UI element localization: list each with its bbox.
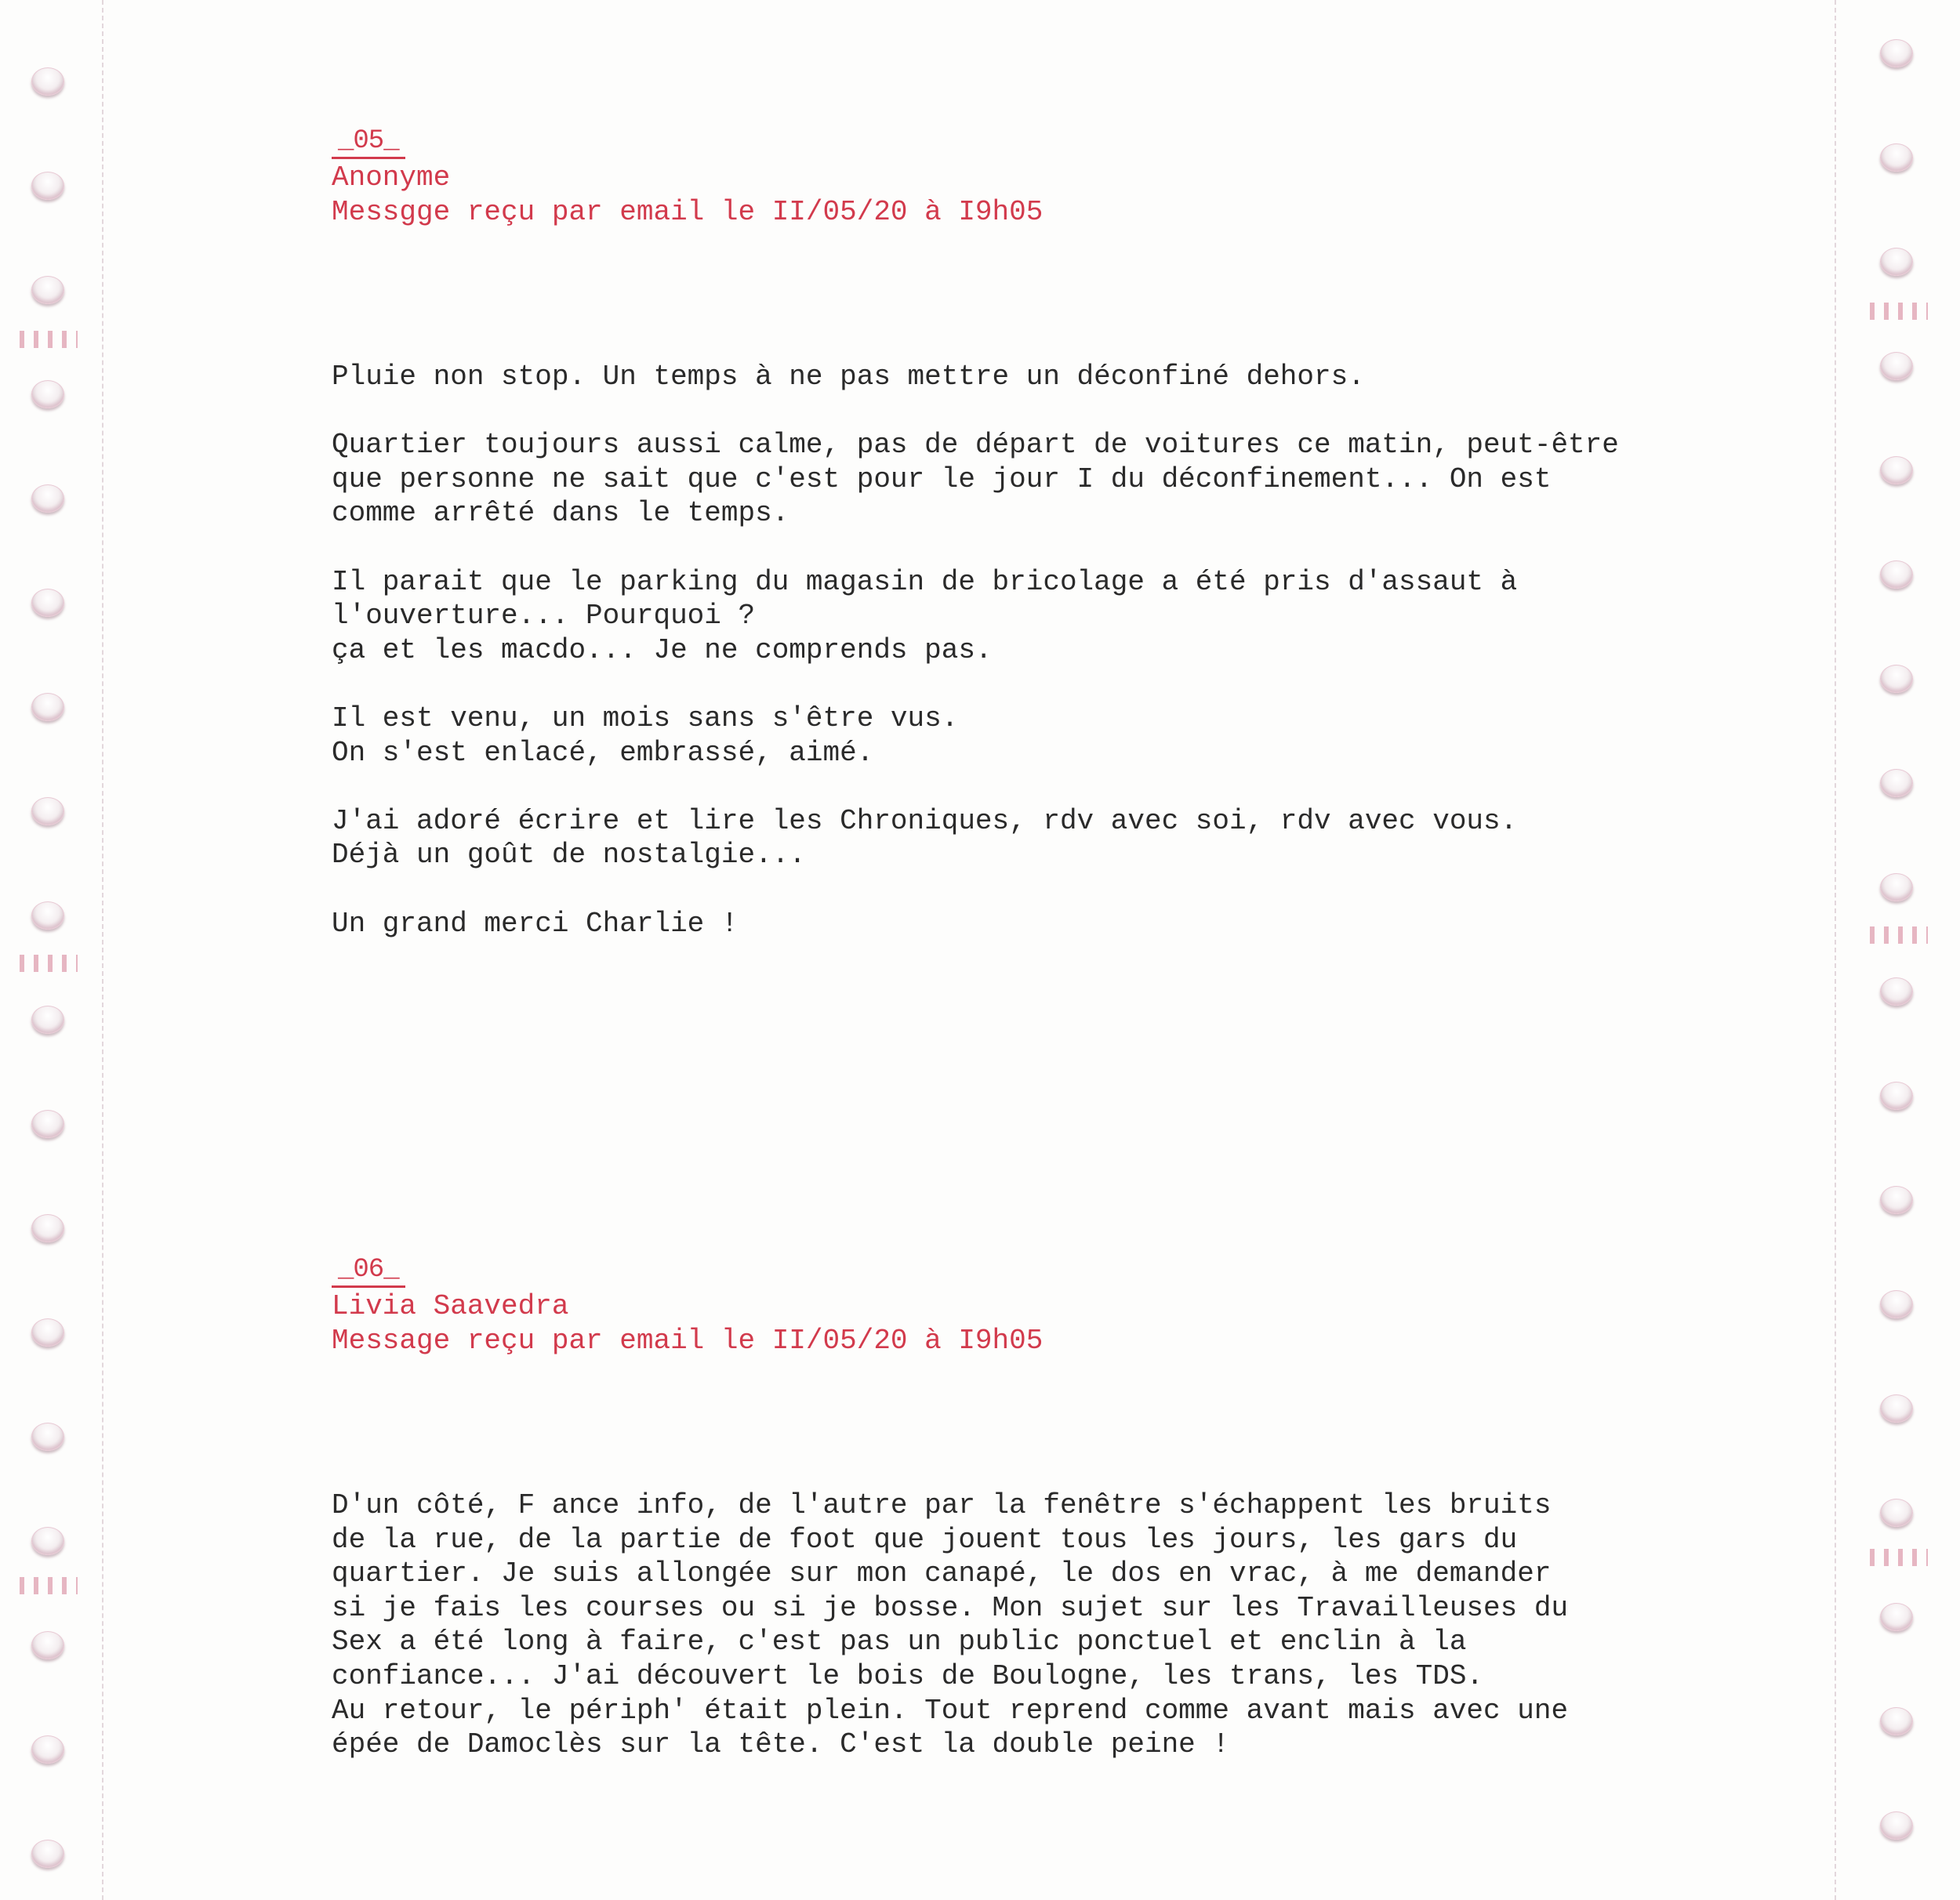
entry-number: _05_	[332, 125, 405, 159]
body-paragraph	[332, 1488, 1657, 1762]
perforation-hole	[31, 1214, 64, 1242]
entry-body	[332, 1488, 1657, 1762]
perforation-hole	[1880, 1603, 1913, 1631]
fold-perforation-mark	[1870, 926, 1928, 944]
chronicle-entry-06	[332, 1254, 1657, 1796]
body-line: Au retour, le périph' était plein. Tout reprend comme avant mais avec une	[332, 1694, 1569, 1727]
perforation-hole	[1880, 1499, 1913, 1527]
perforation-hole	[31, 1110, 64, 1138]
perforation-hole	[1880, 560, 1913, 589]
fold-perforation-mark	[20, 1577, 78, 1594]
perforation-hole	[31, 67, 64, 96]
perforation-hole	[31, 1423, 64, 1451]
body-line: Sex a été long à faire, c'est pas un public ponctuel et enclin à la	[332, 1626, 1467, 1659]
perforation-hole	[1880, 977, 1913, 1006]
perforation-hole	[1880, 143, 1913, 172]
left-tear-line	[102, 0, 103, 1900]
perforation-hole	[1880, 1394, 1913, 1423]
body-line: ça et les macdo... Je ne comprends pas.	[332, 633, 993, 666]
body-line: Un grand merci Charlie !	[332, 907, 739, 940]
perforation-hole	[31, 589, 64, 617]
entry-received-date: Messgge reçu par email le II/05/20 à I9h05	[332, 196, 1044, 228]
body-line: si je fais les courses ou si je bosse. Mon sujet sur les Travailleuses du	[332, 1591, 1569, 1624]
perforation-hole	[31, 1840, 64, 1868]
perforation-hole	[31, 380, 64, 408]
body-line: Pluie non stop. Un temps à ne pas mettre un déconfiné dehors.	[332, 361, 1365, 393]
chronicle-entry-05	[332, 125, 1657, 975]
body-paragraph	[332, 428, 1657, 531]
fold-perforation-mark	[1870, 1549, 1928, 1566]
perforation-hole	[31, 172, 64, 200]
perforation-hole	[31, 901, 64, 930]
body-line: confiance... J'ai découvert le bois de Boulogne, les trans, les TDS.	[332, 1659, 1484, 1692]
perforation-hole	[1880, 39, 1913, 67]
body-line: Quartier toujours aussi calme, pas de départ de voitures ce matin, peut-être	[332, 429, 1619, 462]
body-line: Il parait que le parking du magasin de bricolage a été pris d'assaut à	[332, 565, 1518, 598]
perforation-hole	[1880, 352, 1913, 380]
perforation-hole	[31, 1527, 64, 1555]
perforation-hole	[1880, 1082, 1913, 1110]
perforation-hole	[1880, 248, 1913, 276]
right-tear-line	[1835, 0, 1836, 1900]
perforation-hole	[1880, 873, 1913, 901]
body-line: l'ouverture... Pourquoi ?	[332, 600, 756, 633]
fold-perforation-mark	[20, 955, 78, 972]
perforation-hole	[1880, 1290, 1913, 1318]
entry-author: Anonyme	[332, 161, 451, 194]
entry-author: Livia Saavedra	[332, 1290, 569, 1322]
perforation-hole	[31, 1318, 64, 1347]
body-line: J'ai adoré écrire et lire les Chroniques, rdv avec soi, rdv avec vous.	[332, 804, 1518, 837]
entry-number: _06_	[332, 1254, 405, 1288]
body-paragraph	[332, 565, 1657, 668]
body-line: comme arrêté dans le temps.	[332, 497, 789, 530]
body-line: que personne ne sait que c'est pour le jour I du déconfinement... On est	[332, 462, 1552, 495]
body-line: de la rue, de la partie de foot que jouent tous les jours, les gars du	[332, 1523, 1518, 1556]
fold-perforation-mark	[20, 331, 78, 348]
body-paragraph	[332, 702, 1657, 770]
perforation-hole	[31, 1735, 64, 1764]
body-line: épée de Damoclès sur la tête. C'est la double peine !	[332, 1728, 1229, 1761]
perforation-hole	[31, 693, 64, 721]
perforation-hole	[31, 1631, 64, 1659]
body-line: Déjà un goût de nostalgie...	[332, 839, 806, 872]
perforation-hole	[1880, 665, 1913, 693]
perforation-hole	[31, 1006, 64, 1034]
entry-body	[332, 360, 1657, 941]
body-line: D'un côté, F ance info, de l'autre par la fenêtre s'échappent les bruits	[332, 1489, 1552, 1521]
body-paragraph	[332, 360, 1657, 394]
perforation-hole	[1880, 1811, 1913, 1840]
perforation-hole	[1880, 1186, 1913, 1214]
perforation-hole	[1880, 769, 1913, 797]
perforation-hole	[1880, 456, 1913, 484]
body-paragraph	[332, 907, 1657, 941]
body-paragraph	[332, 804, 1657, 872]
perforation-hole	[31, 797, 64, 825]
entry-received-date: Message reçu par email le II/05/20 à I9h05	[332, 1325, 1044, 1357]
perforation-hole	[31, 276, 64, 304]
perforation-hole	[1880, 1707, 1913, 1735]
body-line: On s'est enlacé, embrassé, aimé.	[332, 736, 874, 769]
perforation-hole	[31, 484, 64, 513]
fold-perforation-mark	[1870, 303, 1928, 320]
body-line: Il est venu, un mois sans s'être vus.	[332, 702, 959, 734]
body-line: quartier. Je suis allongée sur mon canapé, le dos en vrac, à me demander	[332, 1557, 1552, 1590]
